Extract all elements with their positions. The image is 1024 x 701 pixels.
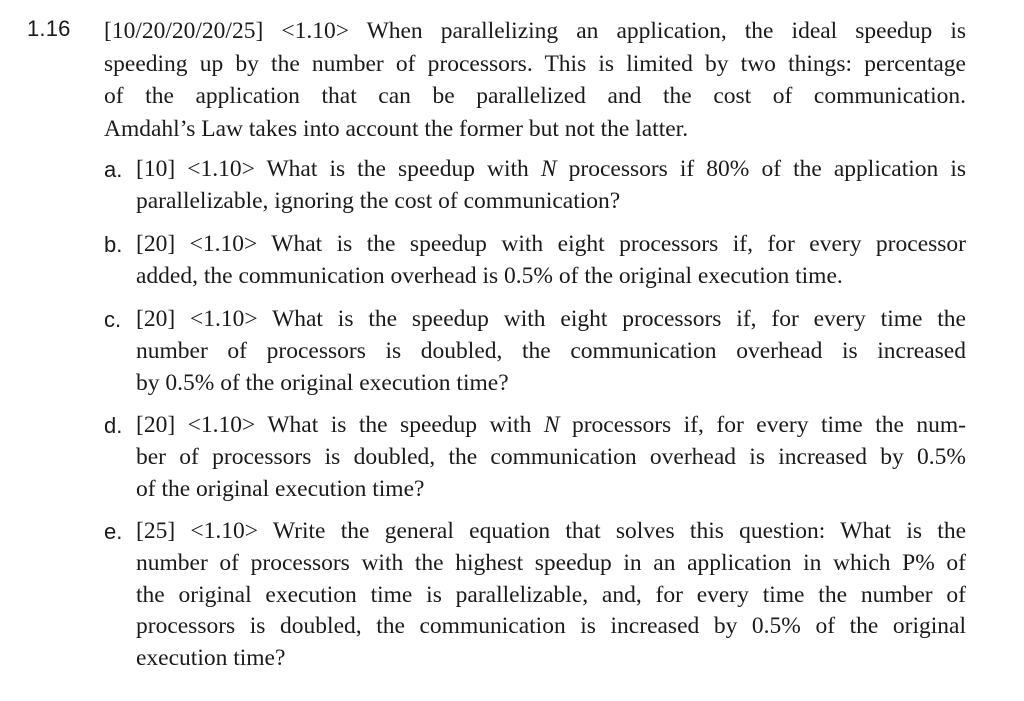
part-line bbox=[136, 304, 966, 336]
part-line bbox=[136, 611, 966, 643]
text-run: [20] <1.10> What is the speedup with eight processors if, for every processor bbox=[136, 231, 966, 257]
part-line bbox=[136, 186, 966, 218]
variable-n: N bbox=[543, 412, 560, 438]
text-run: parallelizable, ignoring the cost of communication? bbox=[136, 187, 621, 214]
part-line bbox=[136, 410, 966, 442]
text-run: [25] <1.10> Write the general equation that solves this question: What is the bbox=[136, 518, 966, 544]
text-run: added, the communication overhead is 0.5% of the original execution time. bbox=[136, 262, 843, 289]
statement-line: of the application that can be parallelized and the cost of communication. bbox=[104, 83, 966, 110]
part-line bbox=[136, 580, 966, 612]
text-run: [10] <1.10> What is the speedup with bbox=[136, 156, 541, 182]
part-line bbox=[136, 643, 966, 675]
exercise-number: 1.16 bbox=[27, 16, 71, 41]
part-text bbox=[136, 154, 966, 218]
statement-line: speeding up by the number of processors. This is limited by two things: percentage bbox=[104, 50, 966, 77]
text-run: the original execution time is parallelizable, and, for every time the number of bbox=[136, 581, 966, 608]
exercise-statement bbox=[104, 15, 966, 145]
text-run: execution time? bbox=[136, 645, 286, 672]
text-run: processors if, for every time the num- bbox=[559, 412, 966, 438]
text-run: number of processors with the highest speedup in an application in which P% of bbox=[136, 549, 966, 576]
statement-line: [10/20/20/20/25] <1.10> When parallelizing an application, the ideal speedup is bbox=[104, 18, 966, 44]
statement-line: Amdahl’s Law takes into account the former but not the latter. bbox=[104, 115, 689, 142]
text-run: processors is doubled, the communication is increased by 0.5% of the original bbox=[136, 613, 966, 640]
part-line bbox=[136, 229, 966, 261]
text-run: [20] <1.10> What is the speedup with bbox=[136, 412, 544, 438]
part-label: d. bbox=[104, 413, 123, 438]
part-text bbox=[136, 229, 966, 293]
cropped-text-fragment bbox=[380, 0, 440, 2]
part-text bbox=[136, 304, 966, 399]
text-run: [20] <1.10> What is the speedup with eight processors if, for every time the bbox=[136, 306, 966, 332]
part-line bbox=[136, 368, 966, 400]
part-line bbox=[136, 548, 966, 580]
part-label: b. bbox=[104, 232, 123, 257]
part-line bbox=[136, 516, 966, 548]
part-text bbox=[136, 410, 966, 505]
part-line bbox=[136, 442, 966, 474]
part-line bbox=[136, 261, 966, 293]
part-text bbox=[136, 516, 966, 675]
part-line bbox=[136, 336, 966, 368]
part-line bbox=[136, 474, 966, 506]
part-label: c. bbox=[104, 307, 122, 332]
part-label: e. bbox=[104, 519, 123, 544]
text-run: number of processors is doubled, the communication overhead is increased bbox=[136, 337, 966, 364]
part-line bbox=[136, 154, 966, 186]
variable-n: N bbox=[540, 156, 557, 182]
text-run: of the original execution time? bbox=[136, 475, 425, 502]
text-run: by 0.5% of the original execution time? bbox=[136, 369, 509, 396]
part-label: a. bbox=[104, 157, 123, 182]
text-run: processors if 80% of the application is bbox=[556, 156, 967, 182]
text-run: ber of processors is doubled, the communication overhead is increased by 0.5% bbox=[136, 443, 966, 470]
